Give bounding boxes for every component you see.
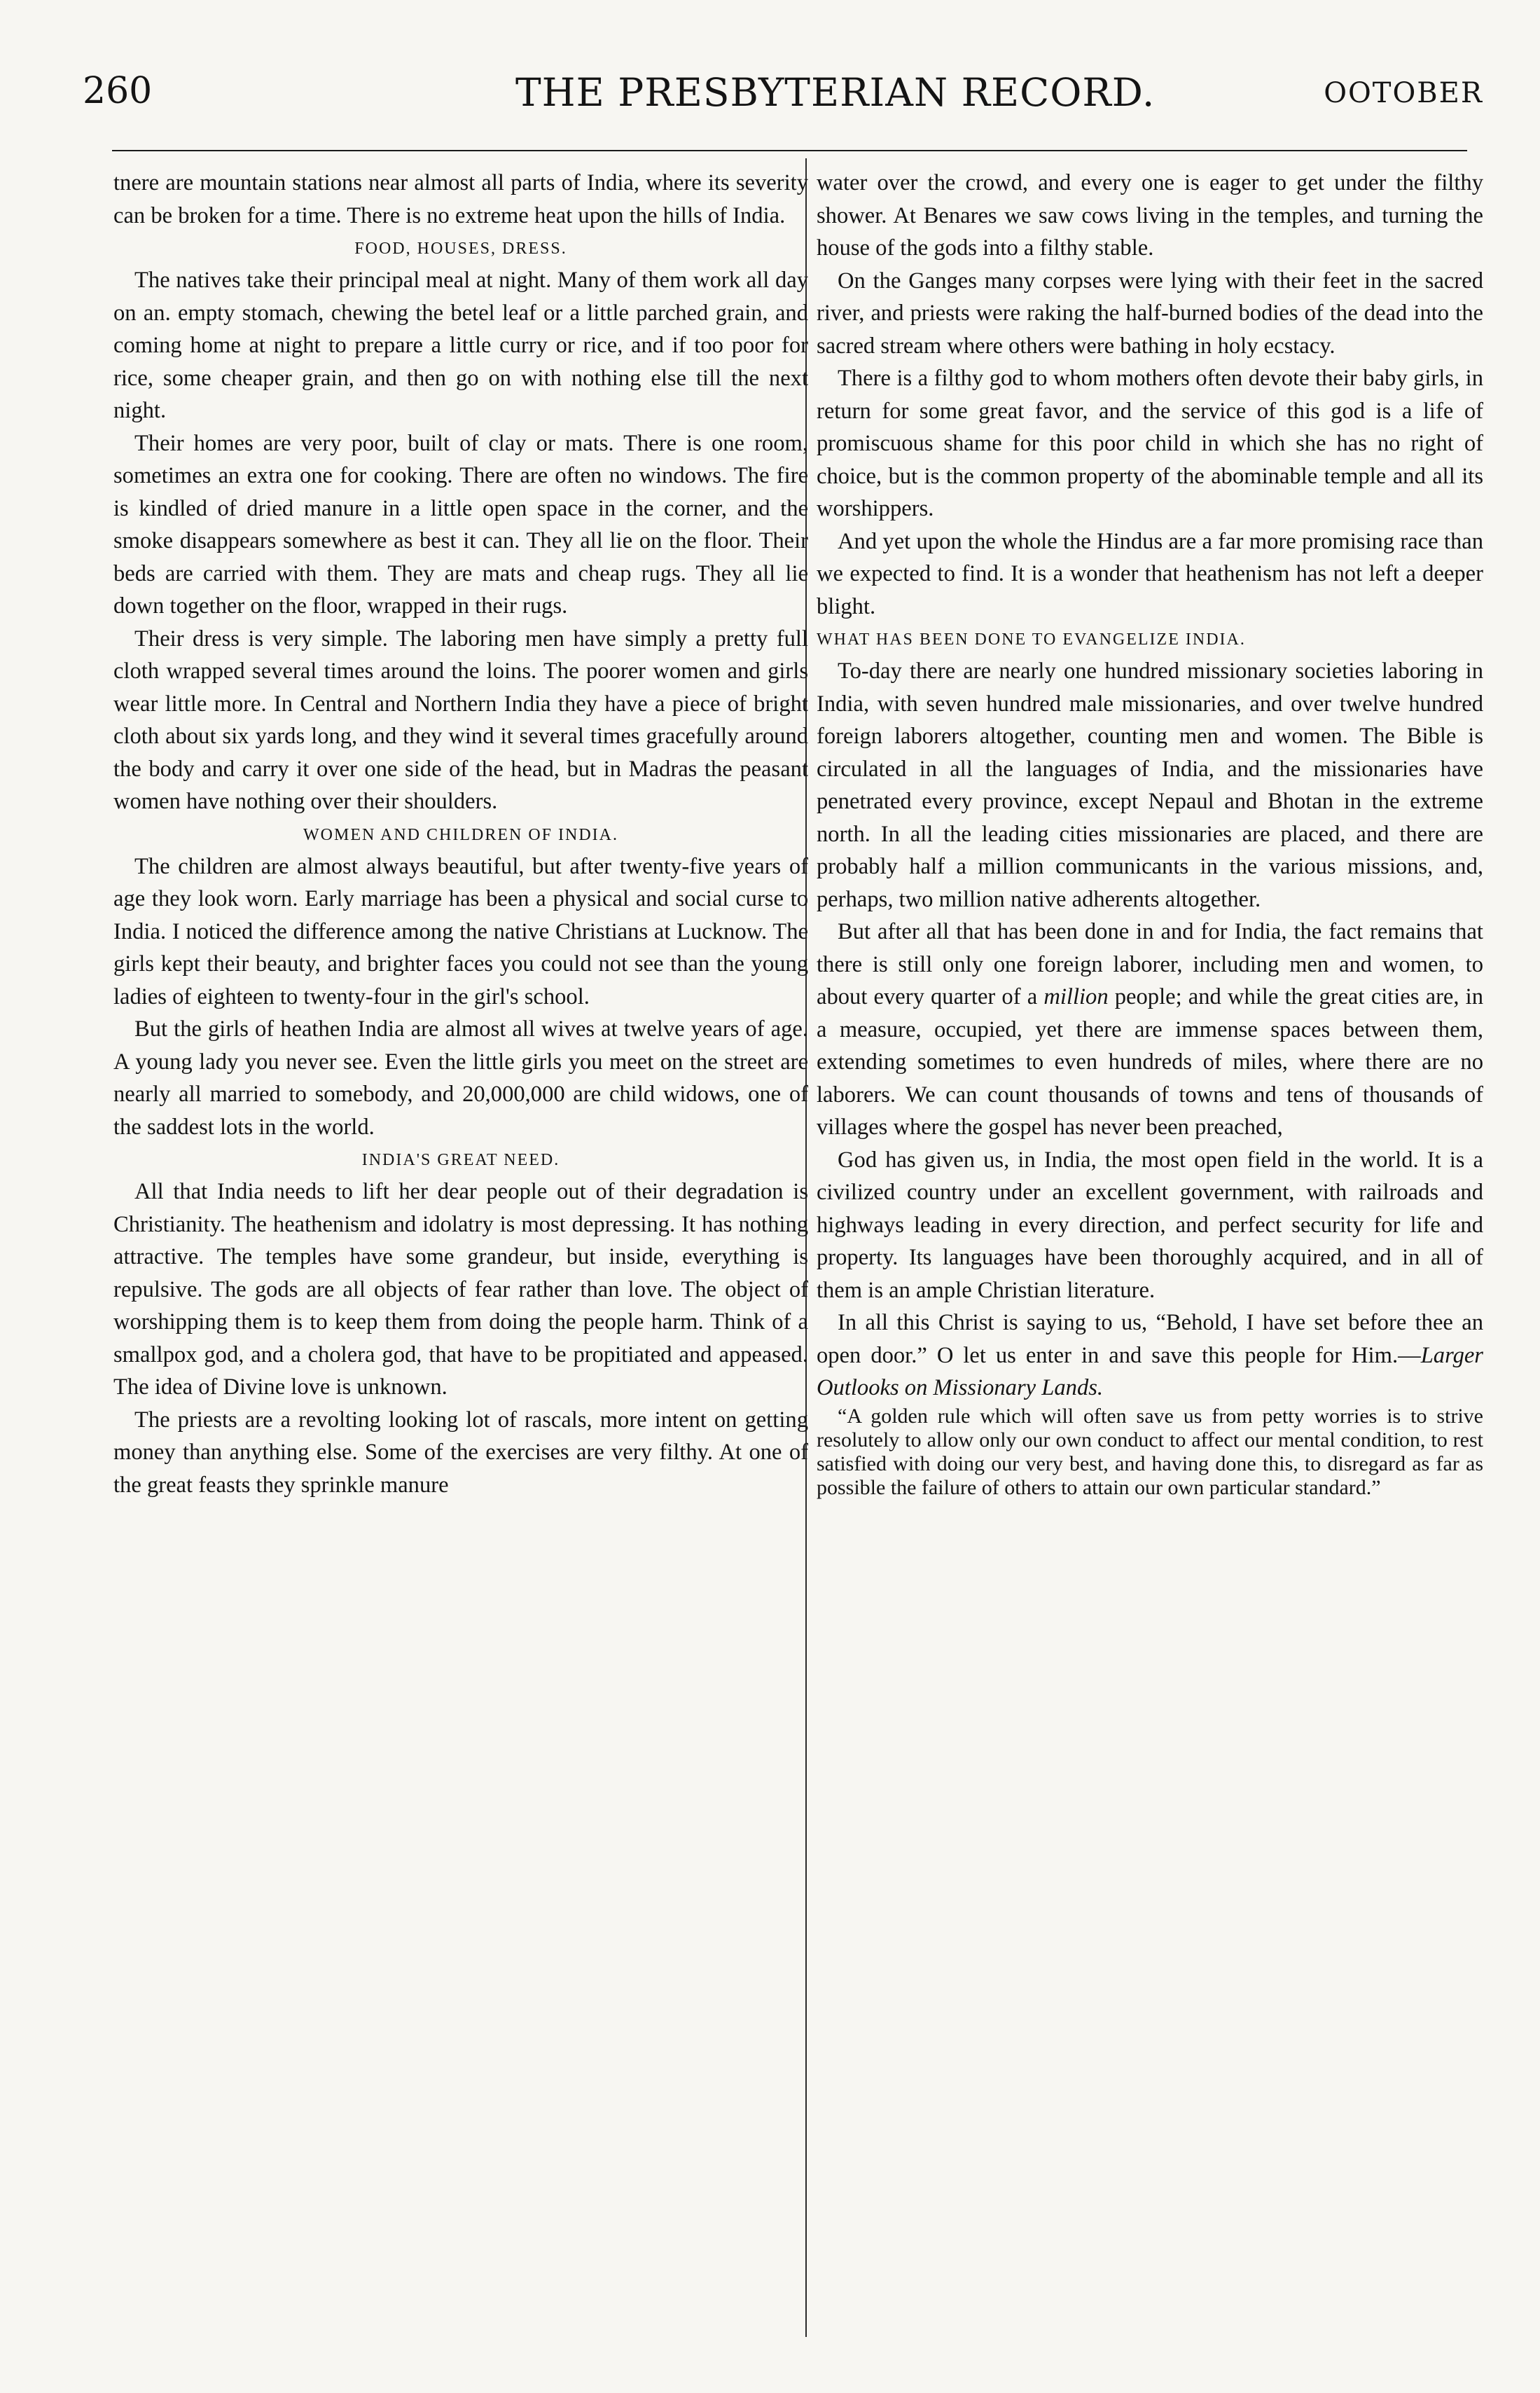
paragraph-need-2: The priests are a revolting looking lot of rascals, more intent on getting money than anything else. Some of the exercises are very filthy. At one of the great feasts they sprinkle manure [113,1407,808,1498]
heading-women-children: WOMEN AND CHILDREN OF INDIA. [303,825,618,844]
paragraph-food-2: Their homes are very poor, built of clay or mats. There is one room, sometimes an extra one for cooking. There are often no windows. The fire is kindled of dried manure in a little open space in the corner, and the smoke disappears somewhere as best it can. They all lie on the floor. Their beds are carried with them. They are mats and cheap rugs. They all lie down together on the floor, wrapped in their rugs. [113,430,808,619]
heading-what-has-been-done: WHAT HAS BEEN DONE TO EVANGELIZE INDIA. [817,630,1246,649]
emphasis-million: million [1043,984,1109,1009]
paragraph-continued: water over the crowd, and every one is eager to get under the filthy shower. At Benares we saw cows living in the temples, and turning the house of the gods into a filthy stable. [817,170,1483,261]
paragraph-women-2: But the girls of heathen India are almost all wives at twelve years of age. A young lady you never see. Even the little girls you meet on the street are nearly all married to somebody, and 20,000,000 are child widows, one of the saddest lots in the world. [113,1016,808,1140]
paragraph-promising-race: And yet upon the whole the Hindus are a far more promising race than we expected to find. It is a wonder that heathenism has not left a deeper blight. [817,528,1483,619]
paragraph-open-door-text: In all this Christ is saying to us, “Behold, I have set before thee an open door.” O let us enter in and save this people for Him.— [817,1310,1483,1368]
heading-food-houses-dress: FOOD, HOUSES, DRESS. [354,240,567,258]
source-citation: Larger Outlooks on Missionary Lands. [817,1342,1483,1400]
paragraph-ganges: On the Ganges many corpses were lying with their feet in the sacred river, and priests were raking the half-burned bodies of the dead into the sacred stream where others were bathing in holy ecstacy. [817,268,1483,359]
heading-great-need: INDIA'S GREAT NEED. [361,1151,560,1169]
header-month: OOTOBER [1324,77,1483,109]
paragraph-food-1: The natives take their principal meal at night. Many of them work all day on an. empty stomach, chewing the betel leaf or a little parched grain, and coming home at night to prepare a little curry or rice, and if too poor for rice, some cheaper grain, and then go on with nothing else till the next night. [113,268,808,423]
paragraph-done-2 [817,916,1483,1144]
paragraph-done-2-b: people; and while the great cities are, in a measure, occupied, yet there are immense spaces between them, extending sometimes to even hundreds of miles, where there are no laborers. We can count thousands of towns and tens of thousands of villages where the gospel has never been preached, [817,984,1484,1140]
paragraph-open-door [817,1306,1483,1405]
header-rule [112,150,1467,151]
page-number: 260 [83,70,153,112]
paragraph-done-2-a: But after all that has been done in and for India, the fact remains that there is still only one foreign laborer, including men and women, to about every quarter of a [817,919,1483,1009]
journal-title: THE PRESBYTERIAN RECORD. [515,70,1156,115]
paragraph-filthy-god: There is a filthy god to whom mothers often devote their baby girls, in return for some great favor, and the service of this god is a life of promiscuous shame for this poor child in which she has no right of choice, but is the common property of the abominable temple and all its worshippers. [817,366,1483,521]
paragraph-open-field: God has given us, in India, the most open field in the world. It is a civilized country under an excellent government, with railroads and highways leading in every direction, and perfect security for life and property. Its languages have been thoroughly acquired, and in all of them is an ample Christian literature. [817,1147,1483,1303]
closing-quote: “A golden rule which will often save us from petty worries is to strive resolutely to allow only our own conduct to affect our mental condition, to rest satisfied with doing our very best, and having done this, to disregard as far as possible the failure of others to attain our own particular standard.” [817,1404,1483,1499]
paragraph-opening: tnere are mountain stations near almost all parts of India, where its severity can be broken for a time. There is no extreme heat upon the hills of India. [113,170,808,228]
paragraph-women-1: The children are almost always beautiful, but after twenty-five years of age they look worn. Early marriage has been a physical and social curse to India. I noticed the difference among the native Christians at Lucknow. The girls kept their beauty, and brighter faces you could not see than the young ladies of eighteen to twenty-four in the girl's school. [113,853,808,1009]
left-column [113,167,808,1501]
right-column [817,167,1483,1500]
page-header [83,67,1483,135]
paragraph-need-1: All that India needs to lift her dear people out of their degradation is Christianity. The heathenism and idolatry is most depressing. It has nothing attractive. The temples have some grandeur, but inside, everything is repulsive. The gods are all objects of fear rather than love. The object of worshipping them is to keep them from doing the people harm. Think of a smallpox god, and a cholera god, that have to be propitiated and appeased. The idea of Divine love is unknown. [113,1179,808,1400]
paragraph-done-1: To-day there are nearly one hundred missionary societies laboring in India, with seven hundred male missionaries, and over twelve hundred foreign laborers altogether, counting men and women. The Bible is circulated in all the languages of India, and the missionaries have penetrated every province, except Nepaul and Bhotan in the extreme north. In all the leading cities missionaries are placed, and there are probably half a million communicants in the various missions, and, perhaps, two million native adherents altogether. [817,658,1483,912]
paragraph-food-3: Their dress is very simple. The laboring men have simply a pretty full cloth wrapped several times around the loins. The poorer women and girls wear little more. In Central and Northern India they have a piece of bright cloth about six yards long, and they wind it several times gracefully around the body and carry it over one side of the head, but in Madras the peasant women have nothing over their shoulders. [113,626,808,814]
